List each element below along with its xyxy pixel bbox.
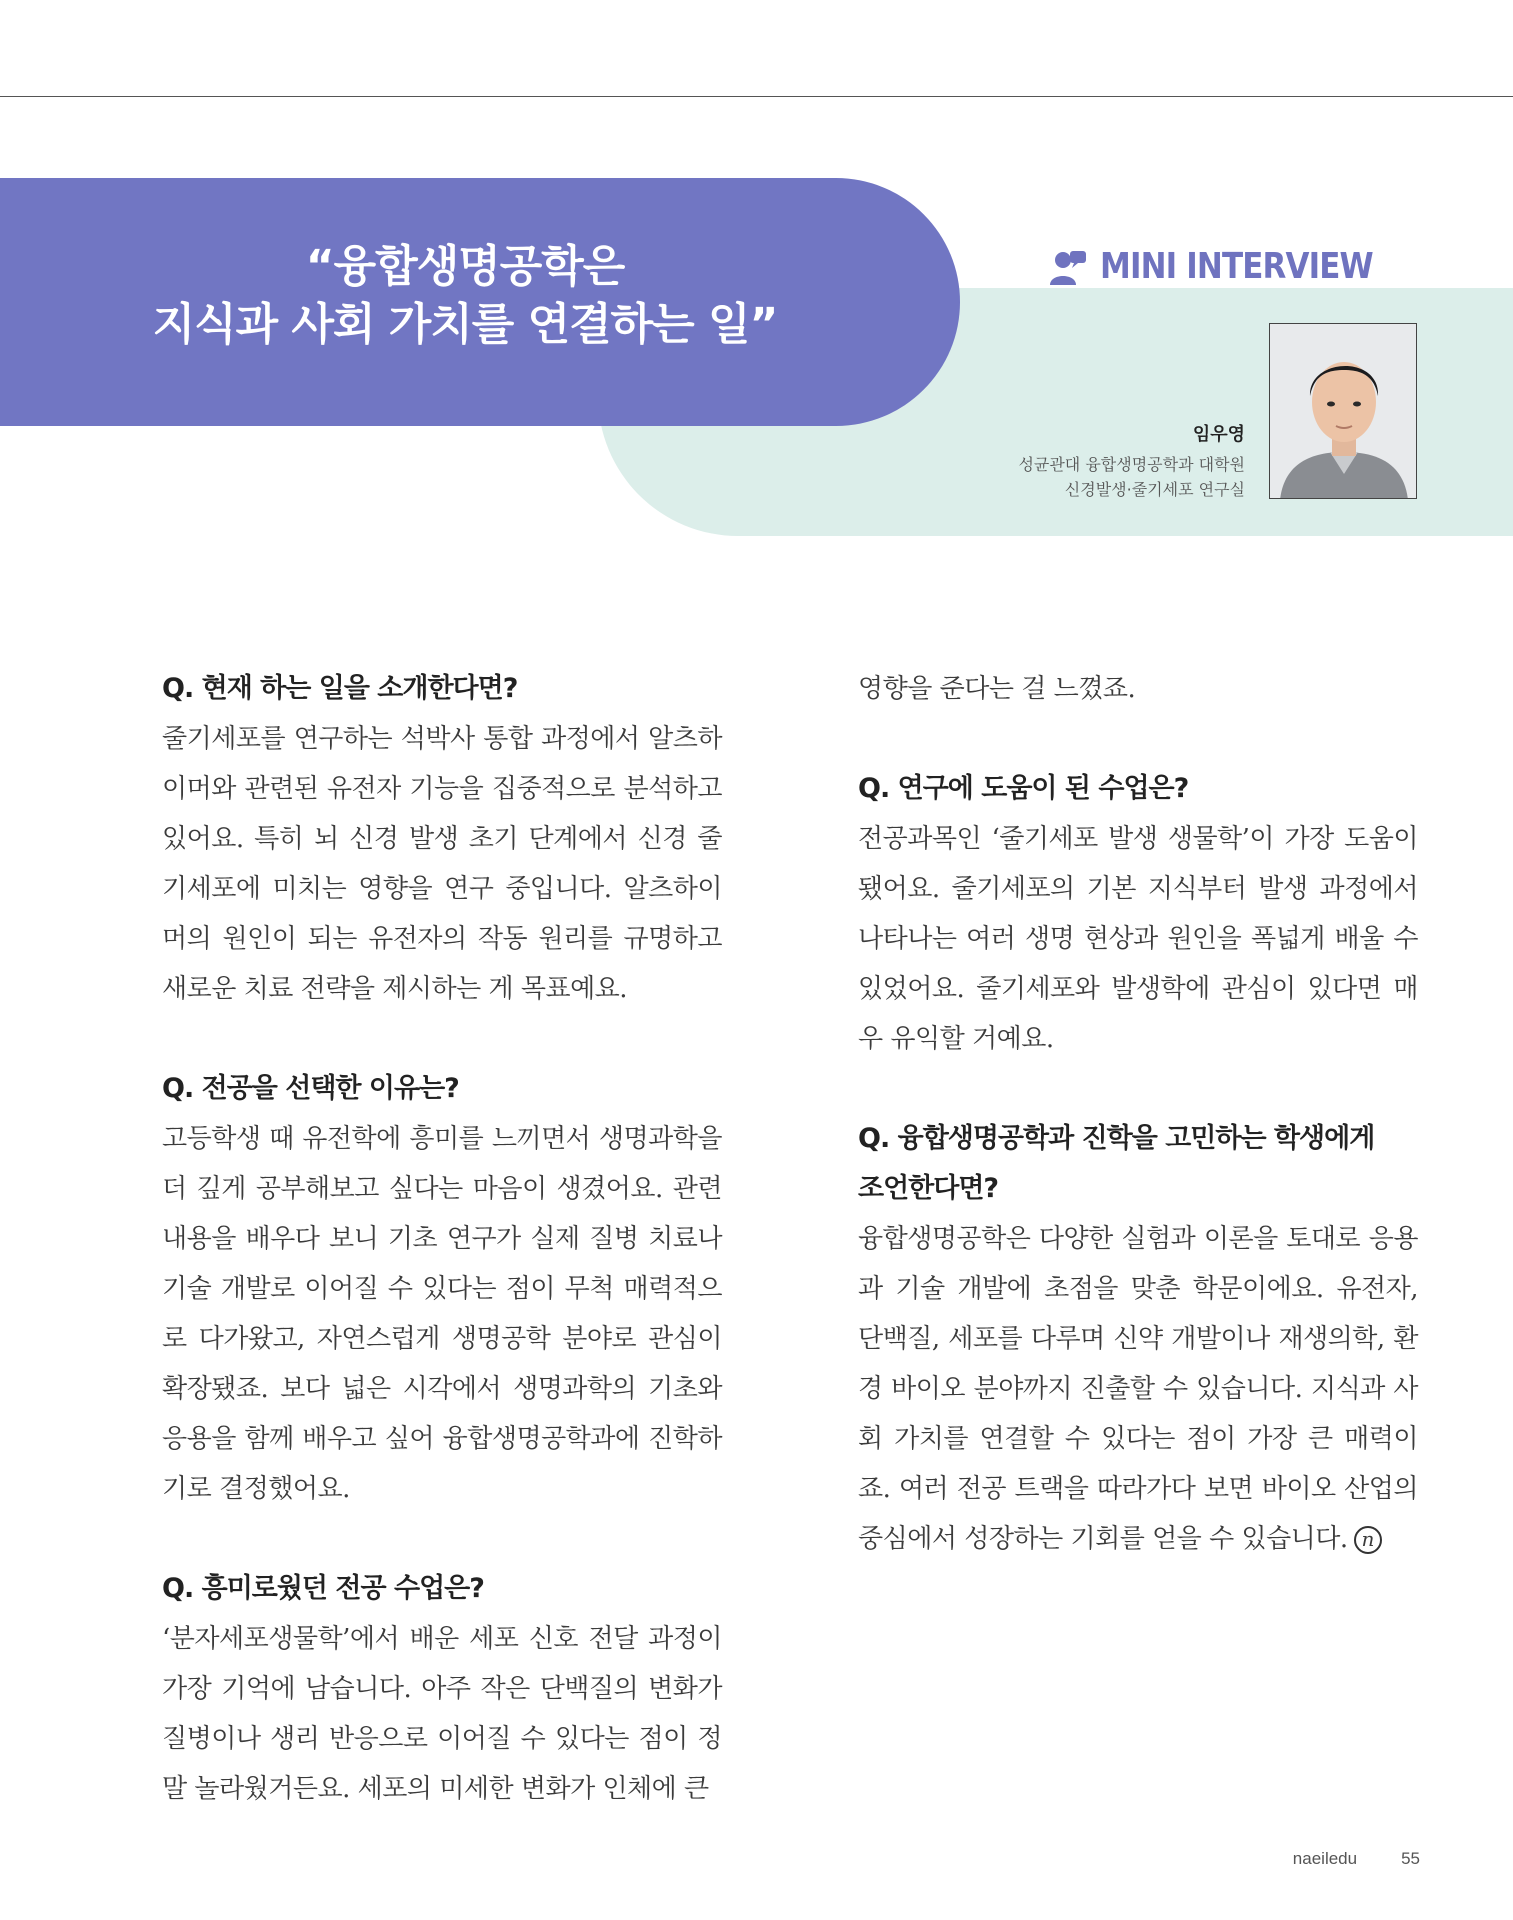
page-footer	[1293, 1849, 1420, 1869]
question-5-line-2: 조언한다면?	[858, 1173, 999, 1204]
answer-4: 전공과목인 ‘줄기세포 발생 생물학’이 가장 도움이 됐어요. 줄기세포의 기본 지식부터 발생 과정에서 나타나는 여러 생명 현상과 원인을 폭넓게 배울 수 있었어요. 줄기세포와 발생학에 관심이 있다면 매우 유익할 거예요.	[858, 824, 1418, 1054]
headline	[0, 238, 930, 354]
question-5	[858, 1114, 1418, 1214]
answer-1: 줄기세포를 연구하는 석박사 통합 과정에서 알츠하이머와 관련된 유전자 기능을 집중적으로 분석하고 있어요. 특히 뇌 신경 발생 초기 단계에서 신경 줄기세포에 미치는 영향을 연구 중입니다. 알츠하이머의 원인이 되는 유전자의 작동 원리를 규명하고 새로운 치료 전략을 제시하는 게 목표예요.	[162, 724, 722, 1004]
answer-5	[858, 1214, 1418, 1564]
answer-5-text: 융합생명공학은 다양한 실험과 이론을 토대로 응용과 기술 개발에 초점을 맞춘 학문이에요. 유전자, 단백질, 세포를 다루며 신약 개발이나 재생의학, 환경 바이오 분야까지 진출할 수 있습니다. 지식과 사회 가치를 연결할 수 있다는 점이 가장 큰 매력이죠. 여러 전공 트랙을 따라가다 보면 바이오 산업의 중심에서 성장하는 기회를 얻을 수 있습니다.	[858, 1224, 1418, 1554]
answer-3-continued: 영향을 준다는 걸 느꼈죠.	[858, 674, 1136, 704]
interviewee-info	[1018, 420, 1245, 502]
interviewee-affiliation-2: 신경발생·줄기세포 연구실	[1064, 480, 1245, 499]
section-label	[1048, 246, 1417, 287]
left-column	[162, 664, 722, 1814]
question-5-line-1: Q. 융합생명공학과 진학을 고민하는 학생에게	[858, 1123, 1375, 1154]
question-3: Q. 흥미로웠던 전공 수업은?	[162, 1573, 484, 1604]
page-number: 55	[1401, 1849, 1420, 1868]
question-1: Q. 현재 하는 일을 소개한다면?	[162, 673, 518, 704]
question-2: Q. 전공을 선택한 이유는?	[162, 1073, 459, 1104]
interviewee-photo	[1269, 323, 1417, 499]
publication-name: naeiledu	[1292, 1849, 1358, 1868]
question-4: Q. 연구에 도움이 된 수업은?	[858, 773, 1189, 804]
right-column	[858, 664, 1418, 1564]
headline-line-2: 지식과 사회 가치를 연결하는 일”	[152, 299, 778, 350]
interview-icon	[1048, 247, 1088, 287]
answer-2: 고등학생 때 유전학에 흥미를 느끼면서 생명과학을 더 깊게 공부해보고 싶다는 마음이 생겼어요. 관련 내용을 배우다 보니 기초 연구가 실제 질병 치료나 기술 개발로 이어질 수 있다는 점이 무척 매력적으로 다가왔고, 자연스럽게 생명공학 분야로 관심이 확장됐죠. 보다 넓은 시각에서 생명과학의 기초와 응용을 함께 배우고 싶어 융합생명공학과에 진학하기로 결정했어요.	[162, 1124, 722, 1504]
top-rule	[0, 96, 1513, 97]
answer-3: ‘분자세포생물학’에서 배운 세포 신호 전달 과정이 가장 기억에 남습니다. 아주 작은 단백질의 변화가 질병이나 생리 반응으로 이어질 수 있다는 점이 정말 놀라웠거든요. 세포의 미세한 변화가 인체에 큰	[162, 1624, 722, 1804]
interviewee-name: 임우영	[1192, 424, 1245, 445]
headline-line-1: “융합생명공학은	[305, 241, 625, 292]
section-label-text: MINI INTERVIEW	[1099, 246, 1373, 287]
interviewee-affiliation-1: 성균관대 융합생명공학과 대학원	[1018, 455, 1245, 474]
end-mark-icon: n	[1354, 1526, 1382, 1554]
